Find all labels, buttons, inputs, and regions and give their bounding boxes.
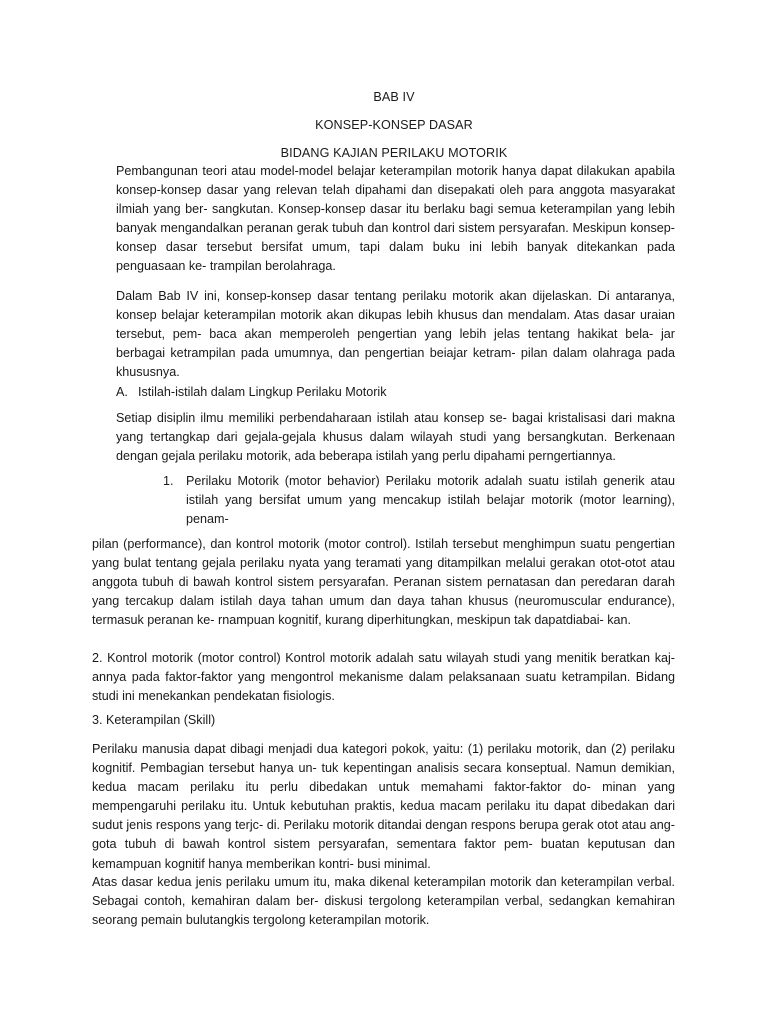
section-a-title: Istilah-istilah dalam Lingkup Perilaku Motorik [138, 385, 387, 399]
chapter-label: BAB IV [373, 90, 415, 104]
section-a-intro: Setiap disiplin ilmu memiliki perbendaharaan istilah atau konsep se- bagai kristalisasi dari makna yang tertangkap dari gejala-gejala khusus dalam wilayah studi yang bersangkutan. Berkenaan dengan gejala perilaku motorik, ada beberapa istilah yang perlu dipahami perngertiannya. [116, 411, 675, 464]
paragraph-2: Dalam Bab IV ini, konsep-konsep dasar tentang perilaku motorik akan dijelaskan. Di antaranya, konsep belajar keterampilan motorik akan dikupas lebih khusus dan mendalam. Atas dasar uraian tersebut, pem- baca akan memperoleh pengertian yang lebih jelas tentang hakikat bela- jar berbagai ketrampilan pada umumnya, dan pengertian beiajar ketram- pilan dalam olahraga pada khususnya. [116, 289, 675, 380]
list-item-2: 2. Kontrol motorik (motor control) Kontrol motorik adalah satu wilayah studi yang menitik beratkan kaj- annya pada faktor-faktor yang mengontrol mekanisme dalam pelaksanaan suatu ketrampilan. Bidang studi ini menekankan pendekatan fisiologis. [92, 651, 675, 704]
list-item-3-heading: 3. Keterampilan (Skill) [92, 713, 216, 727]
section-a-marker: A. [116, 385, 128, 399]
paragraph-1: Pembangunan teori atau model-model belajar keterampilan motorik hanya dapat dilakukan apabila konsep-konsep dasar yang relevan telah dipahami dan disepakati oleh para anggota masyarakat ilmiah yang ber- sangkutan. Konsep-konsep dasar itu berlaku bagi semua keterampilan yang lebih banyak mengandalkan peranan gerak tubuh dan kontrol dari sistem persyarafan. Meskipun konsep-konsep dasar tersebut bersifat umum, tapi dalam buku ini lebih banyak ditekankan pada penguasaan ke- trampilan berolahraga. [116, 164, 675, 274]
document-title: KONSEP-KONSEP DASAR [315, 118, 473, 132]
list-item-1-text: Perilaku Motorik (motor behavior) Perilaku motorik adalah suatu istilah generik atau istilah yang bersifat umum yang mencakup istilah belajar motorik (motor learning), penam- [186, 474, 675, 527]
document-subtitle: BIDANG KAJIAN PERILAKU MOTORIK [280, 146, 508, 160]
list-item-1 [163, 472, 675, 529]
list-item-3-paragraph-2: Atas dasar kedua jenis perilaku umum itu, maka dikenal keterampilan motorik dan keterampilan verbal. Sebagai contoh, kemahiran dalam ber- diskusi tergolong keterampilan verbal, sedangkan kemahiran seorang pemain bulutangkis tergolong keterampilan motorik. [92, 875, 675, 928]
list-item-1-marker: 1. [163, 474, 174, 488]
list-item-3-paragraph-1: Perilaku manusia dapat dibagi menjadi dua kategori pokok, yaitu: (1) perilaku motorik, dan (2) perilaku kognitif. Pembagian tersebut hanya un- tuk kepentingan analisis secara konseptual. Namun demikian, kedua macam perilaku itu perlu dibedakan untuk memahami faktor-faktor do- minan yang mempengaruhi perilaku itu. Untuk kebutuhan praktis, kedua macam perilaku itu dapat dibedakan dari sudut jenis respons yang terjc- di. Perilaku motorik ditandai dengan respons berupa gerak otot atau ang- gota tubuh di bawah kontrol sistem persyarafan, sementara faktor pem- buatan keputusan dan kemampuan kognitif hanya memberikan kontri- busi minimal. [92, 742, 675, 871]
list-item-1-continuation: pilan (performance), dan kontrol motorik (motor control). Istilah tersebut menghimpun suatu pengertian yang bulat tentang gejala perilaku nyata yang teramati yang ditampilkan melalui gerakan otot-otot atau anggota tubuh di bawah kontrol sistem persyarafan. Peranan sistem pernatasan dan peredaran darah yang tercakup dalam istilah daya tahan umum dan daya tahan khusus (neuromuscular endurance), termasuk peranan ke- rnampuan kognitif, kurang diperhitungkan, meskipun tak dapatdiabai- kan. [92, 537, 675, 628]
